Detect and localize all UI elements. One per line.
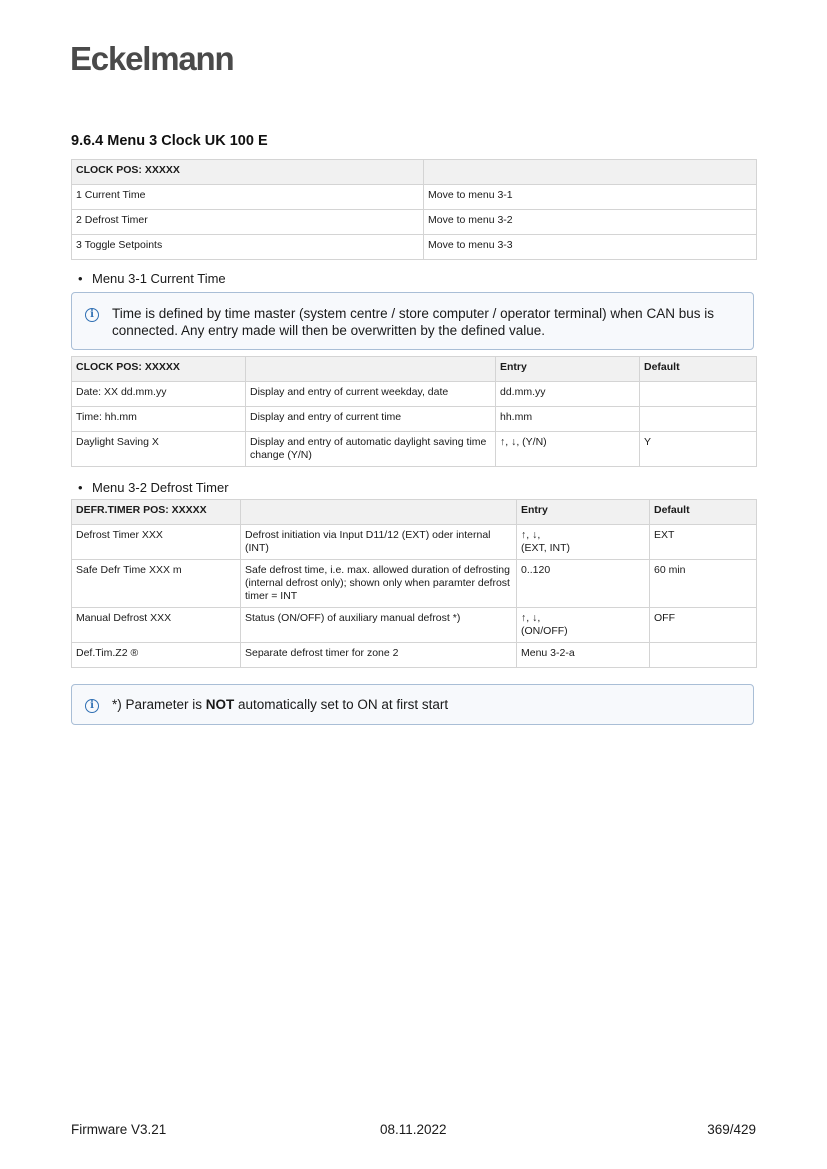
table-cell: 1 Current Time [72, 185, 424, 210]
bullet-text: Menu 3-2 Defrost Timer [92, 480, 229, 495]
bullet-menu-3-2 [78, 480, 229, 495]
table-row [72, 407, 757, 432]
note-text [112, 696, 737, 713]
table-cell: ↑, ↓, (Y/N) [496, 432, 640, 467]
table-cell: ↑, ↓, (EXT, INT) [517, 525, 650, 560]
table-header-cell [241, 500, 517, 525]
table-header-cell: Entry [517, 500, 650, 525]
footer-firmware: Firmware V3.21 [71, 1122, 167, 1137]
table-row [72, 608, 757, 643]
table-cell: Separate defrost timer for zone 2 [241, 643, 517, 668]
table-cell: Daylight Saving X [72, 432, 246, 467]
info-icon: i [85, 308, 99, 322]
table-cell: 2 Defrost Timer [72, 210, 424, 235]
bullet-icon: • [78, 480, 83, 495]
table-row [72, 382, 757, 407]
table-cell: EXT [650, 525, 757, 560]
table-header-cell: DEFR.TIMER POS: XXXXX [72, 500, 241, 525]
note-bold-text: NOT [205, 697, 235, 712]
table-row [72, 560, 757, 608]
table-cell: 3 Toggle Setpoints [72, 235, 424, 260]
table-header-cell: Default [640, 357, 757, 382]
table-row [72, 235, 757, 260]
table-cell: 0..120 [517, 560, 650, 608]
eckelmann-logo: Eckelmann [70, 40, 234, 77]
table-cell: Defrost Timer XXX [72, 525, 241, 560]
table-cell: 60 min [650, 560, 757, 608]
table-cell: Status (ON/OFF) of auxiliary manual defrost *) [241, 608, 517, 643]
table-cell: Safe defrost time, i.e. max. allowed duration of defrosting (internal defrost only); shown only when paramter defrost timer = INT [241, 560, 517, 608]
footer-page-number: 369/429 [707, 1122, 756, 1137]
table-header-cell: CLOCK POS: XXXXX [72, 357, 246, 382]
table-header-cell [246, 357, 496, 382]
info-note [71, 684, 754, 725]
bullet-menu-3-1 [78, 271, 226, 286]
table-cell: Time: hh.mm [72, 407, 246, 432]
menu3-2-table [71, 499, 757, 668]
table-cell: Move to menu 3-1 [424, 185, 757, 210]
table-header-row [72, 500, 757, 525]
table-row [72, 643, 757, 668]
table-cell: Defrost initiation via Input D11/12 (EXT) oder internal (INT) [241, 525, 517, 560]
table-header-row [72, 160, 757, 185]
table-cell: Display and entry of current weekday, date [246, 382, 496, 407]
table-cell: Date: XX dd.mm.yy [72, 382, 246, 407]
note-text: Time is defined by time master (system centre / store computer / operator terminal) when CAN bus is connected. Any entry made will then be overwritten by the defined value. [112, 306, 714, 338]
table-cell: Safe Defr Time XXX m [72, 560, 241, 608]
table-cell: ↑, ↓, (ON/OFF) [517, 608, 650, 643]
table-header-row [72, 357, 757, 382]
table-row [72, 525, 757, 560]
table-cell: Display and entry of current time [246, 407, 496, 432]
note-text-part: automatically set to ON at first start [234, 697, 449, 712]
table-cell: Display and entry of automatic daylight saving time change (Y/N) [246, 432, 496, 467]
table-header-cell: Entry [496, 357, 640, 382]
table-row [72, 210, 757, 235]
table-cell: Move to menu 3-3 [424, 235, 757, 260]
table-cell [650, 643, 757, 668]
menu3-table [71, 159, 757, 260]
table-header-cell: CLOCK POS: XXXXX [72, 160, 424, 185]
table-cell: dd.mm.yy [496, 382, 640, 407]
table-cell [640, 382, 757, 407]
note-text-part: *) Parameter is [112, 697, 206, 712]
footer-date: 08.11.2022 [380, 1122, 447, 1137]
table-cell: hh.mm [496, 407, 640, 432]
table-header-cell: Default [650, 500, 757, 525]
section-title: 9.6.4 Menu 3 Clock UK 100 E [71, 133, 268, 149]
bullet-icon: • [78, 271, 83, 286]
table-cell: Move to menu 3-2 [424, 210, 757, 235]
table-cell: Def.Tim.Z2 ® [72, 643, 241, 668]
table-row [72, 432, 757, 467]
bullet-text: Menu 3-1 Current Time [92, 271, 226, 286]
table-cell [640, 407, 757, 432]
info-icon: i [85, 699, 99, 713]
info-note [71, 292, 754, 350]
table-cell: Menu 3-2-a [517, 643, 650, 668]
table-header-cell [424, 160, 757, 185]
table-cell: OFF [650, 608, 757, 643]
table-cell: Manual Defrost XXX [72, 608, 241, 643]
menu3-1-table [71, 356, 757, 467]
table-row [72, 185, 757, 210]
table-cell: Y [640, 432, 757, 467]
